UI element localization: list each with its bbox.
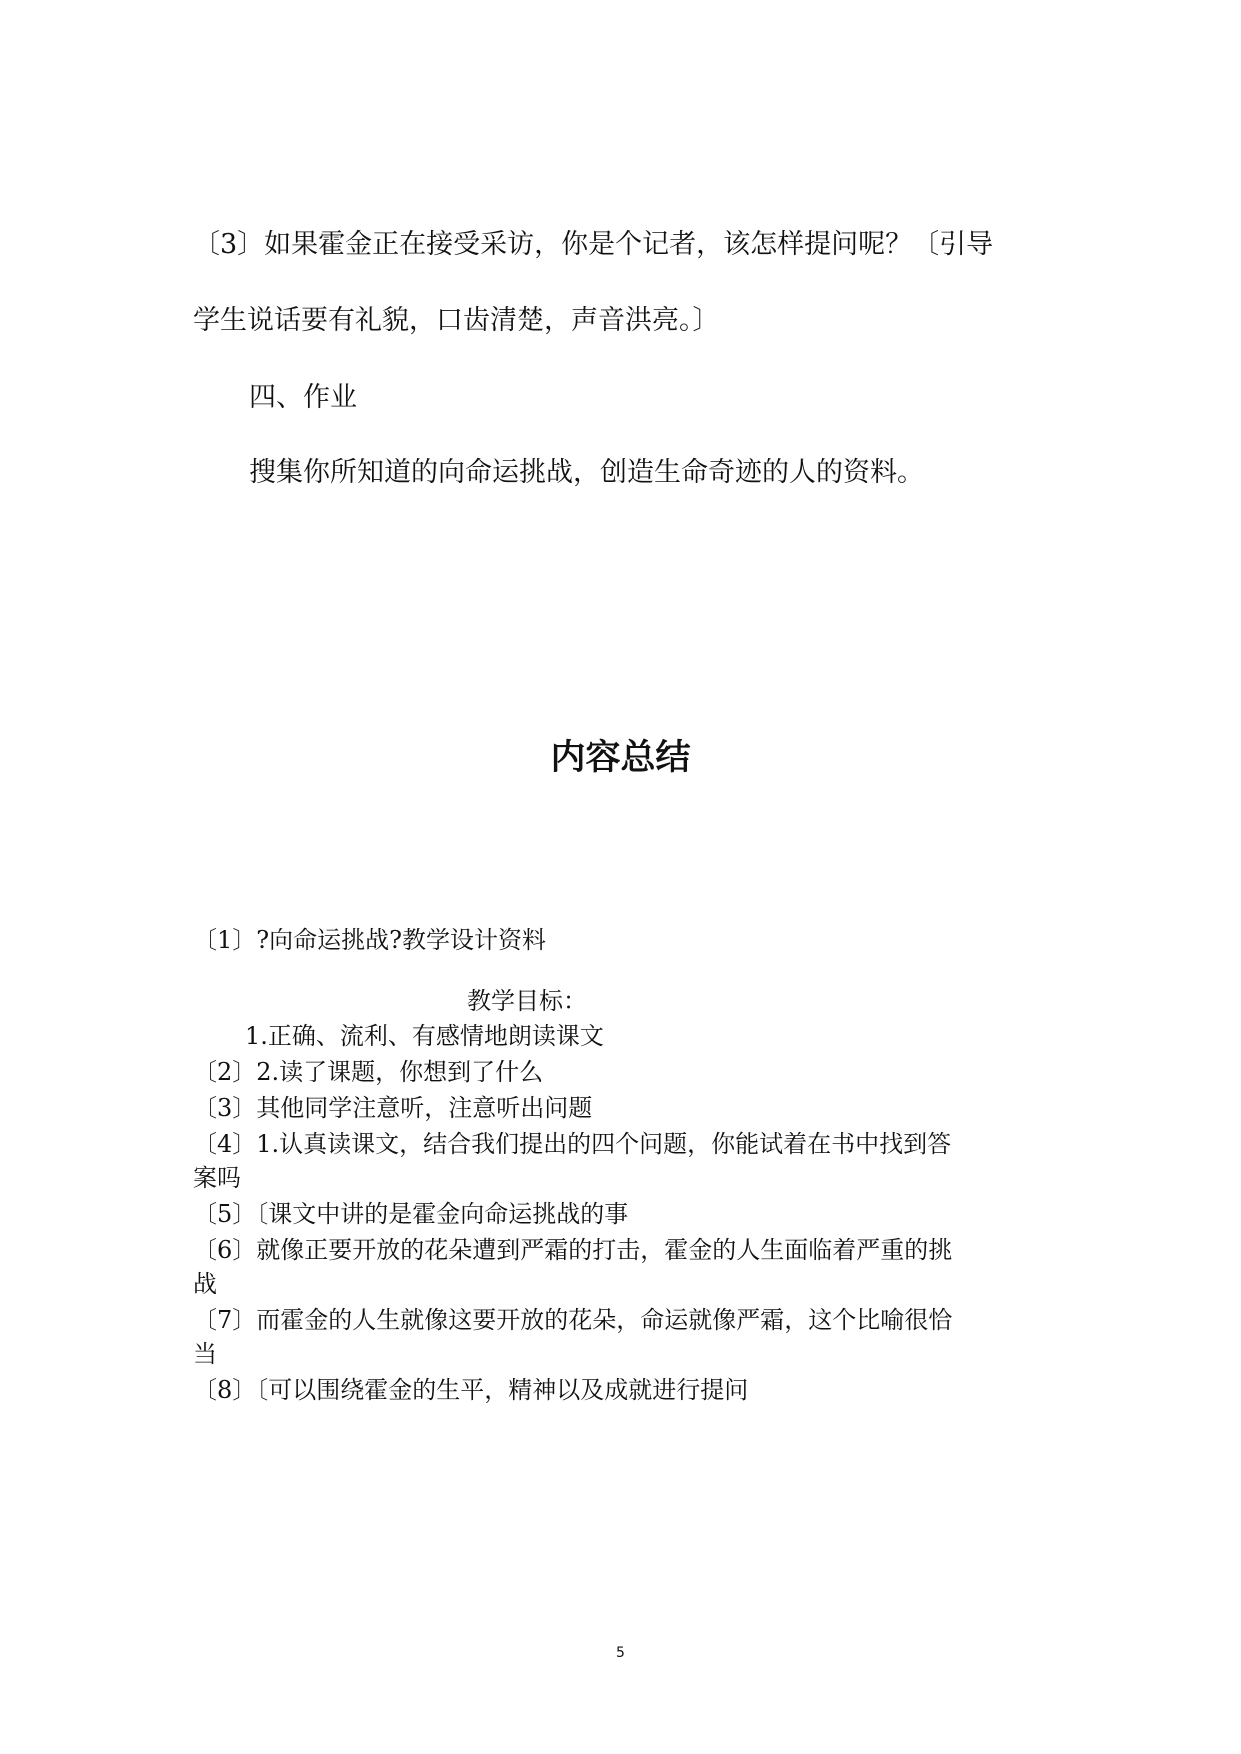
homework-heading: 四、作业 <box>249 382 357 413</box>
summary-item-7-line-1: 〔7〕而霍金的人生就像这要开放的花朵，命运就像严霜，这个比喻很恰 <box>193 1306 953 1334</box>
teaching-goal-heading: 教学目标： <box>467 987 587 1015</box>
summary-item-4-line-1: 〔4〕1.认真读课文，结合我们提出的四个问题，你能试着在书中找到答 <box>193 1130 952 1158</box>
page-number: 5 <box>616 1645 625 1661</box>
homework-text: 搜集你所知道的向命运挑战，创造生命奇迹的人的资料。 <box>249 457 924 488</box>
summary-item-6-line-2: 战 <box>193 1270 217 1298</box>
summary-item-6-line-1: 〔6〕就像正要开放的花朵遭到严霜的打击，霍金的人生面临着严重的挑 <box>193 1236 953 1264</box>
question-3-line-2: 学生说话要有礼貌，口齿清楚，声音洪亮。〕 <box>193 305 720 336</box>
summary-item-1: 〔1〕?向命运挑战?教学设计资料 <box>193 926 547 954</box>
summary-title: 内容总结 <box>550 738 691 778</box>
summary-item-8: 〔8〕〔可以围绕霍金的生平，精神以及成就进行提问 <box>193 1376 749 1404</box>
summary-item-3: 〔3〕其他同学注意听，注意听出问题 <box>193 1094 593 1122</box>
summary-item-7-line-2: 当 <box>193 1340 217 1368</box>
summary-item-5: 〔5〕〔课文中讲的是霍金向命运挑战的事 <box>193 1200 629 1228</box>
question-3-line-1: 〔3〕如果霍金正在接受采访，你是个记者，该怎样提问呢？〔引导 <box>193 229 994 260</box>
teaching-goal-1: 1.正确、流利、有感情地朗读课文 <box>245 1022 604 1050</box>
summary-item-2: 〔2〕2.读了课题，你想到了什么 <box>193 1058 544 1086</box>
summary-item-4-line-2: 案吗 <box>193 1164 241 1192</box>
